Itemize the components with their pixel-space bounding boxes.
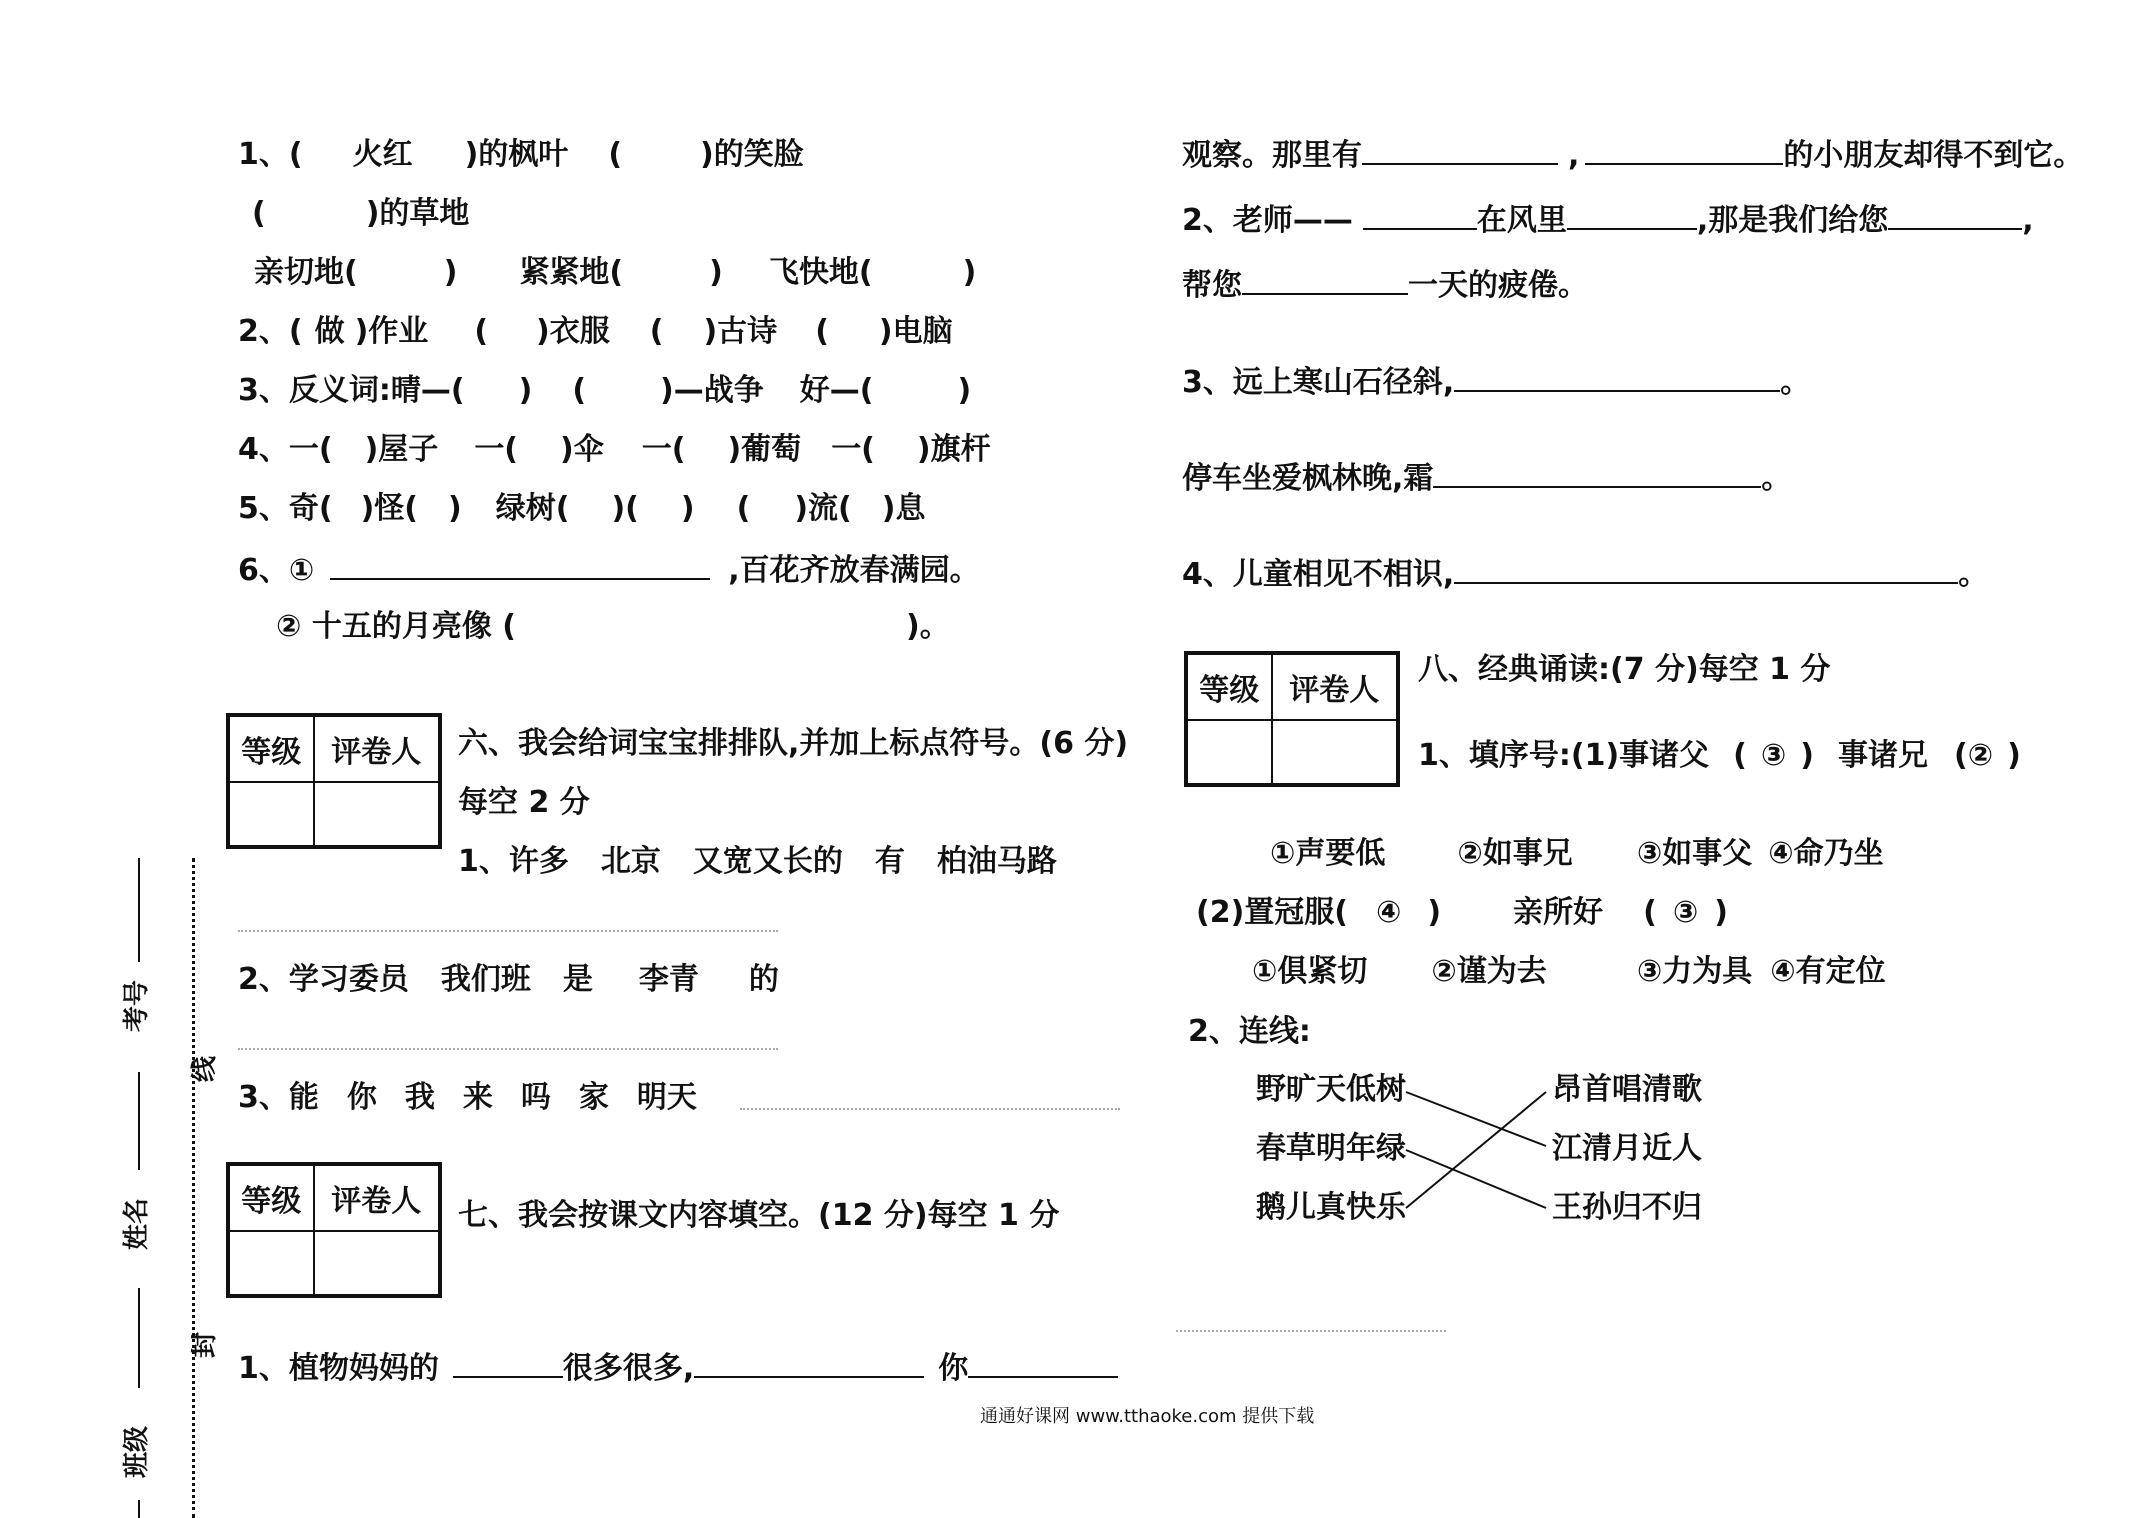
right-line5: 停车坐爱枫林晚,霜 。 [1182,458,1791,497]
grade-label: 等级 [229,1165,314,1231]
right-line1: 观察。那里有 , 的小朋友却得不到它。 [1182,135,2083,174]
s8-options1: ①声要低 ②如事兄 ③如事父 ④命乃坐 [1270,836,1884,871]
match-line [1406,1150,1546,1208]
link-left-item[interactable]: 野旷天低树 [1256,1072,1406,1107]
right-line2: 2、老师—— 在风里 ,那是我们给您 , [1182,200,2034,239]
xingming-label: 姓名 [122,1197,152,1250]
right-line3: 帮您 一天的疲倦。 [1182,265,1588,304]
xingming-line [138,1072,140,1170]
q6-line1: 6、① ,百花齐放春满园。 [238,550,980,589]
grader-label: 评卷人 [314,1165,439,1231]
q3-line: 3、反义词:晴—( ) ( )—战争 好—( ) [238,373,972,408]
footer-text: 通通好课网 www.tthaoke.com 提供下载 [980,1406,1315,1427]
seal-dotted-line [192,858,195,1518]
grader-label: 评卷人 [314,716,439,782]
s8-q1: 1、填序号:(1)事诸父 ( ③ ) 事诸兄 (② ) [1418,738,2021,773]
grade-label: 等级 [1187,654,1272,720]
sec6-q2: 2、学习委员 我们班 是 李青 的 [238,962,779,997]
binding-line [138,1500,140,1518]
section8-title: 八、经典诵读:(7 分)每空 1 分 [1418,652,1831,687]
xian-label: 线 [190,1055,220,1082]
q6-line2: ② 十五的月亮像 ( )。 [276,609,950,644]
sec6-q3: 3、能 你 我 来 吗 家 明天 [238,1080,697,1115]
q1-line2: ( )的草地 [252,196,470,231]
section6-subtitle: 每空 2 分 [458,785,590,820]
q2-line: 2、( 做 )作业 ( )衣服 ( )古诗 ( )电脑 [238,314,953,349]
s8-options2: ①俱紧切 ②谨为去 ③力为具 ④有定位 [1252,954,1886,989]
q1-line1: 1、( 火红 )的枫叶 ( )的笑脸 [238,137,804,172]
match-line [1406,1092,1546,1208]
sec7-q1: 1、植物妈妈的 很多很多, 你 [238,1348,1118,1387]
grader-label: 评卷人 [1272,654,1397,720]
s8-q2: (2)置冠服( ④ ) 亲所好 ( ③ ) [1196,895,1728,930]
section7-title: 七、我会按课文内容填空。(12 分)每空 1 分 [458,1198,1060,1233]
sec6-q1: 1、许多 北京 又宽又长的 有 柏油马路 [458,844,1057,879]
link-right-item[interactable]: 昂首唱清歌 [1552,1072,1702,1107]
feng-label: 封 [190,1331,220,1358]
link-left-item[interactable]: 鹅儿真快乐 [1256,1190,1406,1225]
grade-label: 等级 [229,716,314,782]
link-left-item[interactable]: 春草明年绿 [1256,1131,1406,1166]
right-line6: 4、儿童相见不相识, 。 [1182,554,1988,593]
banji-label: 班级 [122,1425,152,1478]
link-right-item[interactable]: 王孙归不归 [1552,1190,1702,1225]
q5-line: 5、奇( )怪( ) 绿树( )( ) ( )流( )息 [238,491,926,526]
s8-link-title: 2、连线: [1188,1014,1311,1049]
kaohao-line [138,858,140,962]
right-line4: 3、远上寒山石径斜, 。 [1182,362,1810,401]
q4-line: 4、一( )屋子 一( )伞 一( )葡萄 一( )旗杆 [238,432,991,467]
match-line [1406,1092,1546,1146]
link-right-item[interactable]: 江清月近人 [1552,1131,1702,1166]
banji-line [138,1288,140,1388]
dotted-line [1176,1330,1446,1332]
kaohao-label: 考号 [122,979,152,1032]
q1-line3: 亲切地( ) 紧紧地( ) 飞快地( ) [254,255,977,290]
section6-title: 六、我会给词宝宝排排队,并加上标点符号。(6 分) [458,726,1129,761]
